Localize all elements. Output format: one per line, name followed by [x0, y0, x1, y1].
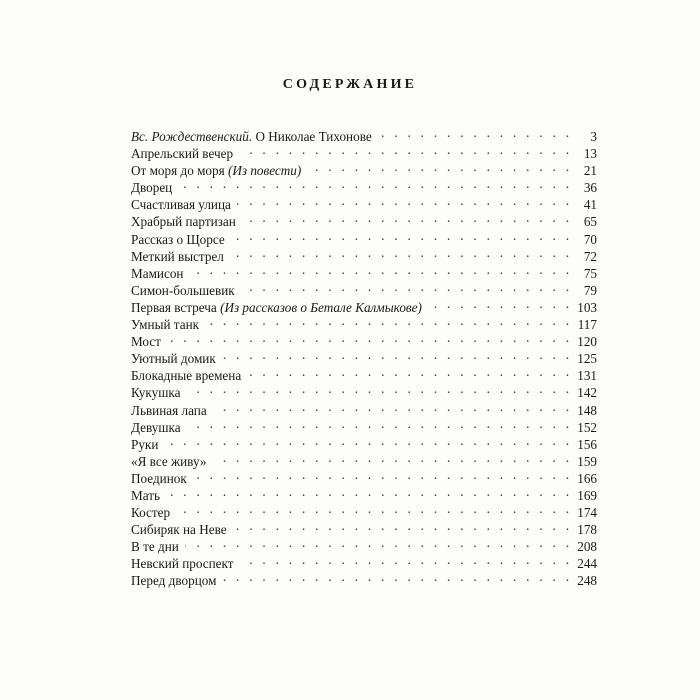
- toc-entry-title-text: Мост: [131, 334, 161, 350]
- toc-entry-title: [131, 538, 179, 555]
- toc-entry: [131, 192, 597, 213]
- dot-leader: [190, 261, 570, 278]
- toc-entry-title-text: Руки: [131, 436, 159, 452]
- toc-entry-title-text: Счастливая улица: [131, 197, 231, 213]
- dot-leader: [428, 295, 569, 312]
- toc-entry-page-number: 159: [577, 453, 597, 469]
- toc-entry-page-number: 117: [577, 317, 597, 333]
- toc-entry-page-number: 142: [577, 385, 597, 401]
- dot-leader: [378, 124, 569, 141]
- toc-entry-title: [131, 555, 234, 572]
- toc-entry-title: [131, 436, 158, 453]
- toc-entry-author: Вс. Рождественский.: [131, 129, 253, 144]
- dot-leader: [231, 227, 569, 244]
- table-of-contents: [131, 124, 597, 589]
- toc-entry-title-text: Рассказ о Щорсе: [131, 231, 225, 247]
- dot-leader: [242, 209, 569, 226]
- dot-leader: [222, 346, 569, 363]
- toc-entry-title: [131, 333, 161, 350]
- toc-entry-title-text: Дворец: [131, 180, 173, 196]
- dot-leader: [230, 244, 569, 261]
- toc-entry-title: [131, 265, 184, 282]
- toc-entry-page-number: 152: [577, 419, 597, 435]
- toc-entry-title: [131, 282, 235, 299]
- toc-entry: [131, 432, 597, 452]
- toc-entry-title: [131, 572, 216, 589]
- toc-entry-page-number: 21: [583, 163, 597, 179]
- toc-entry: [131, 415, 597, 435]
- toc-entry-title-text: Блокадные времена: [131, 368, 242, 384]
- toc-entry-title: [131, 231, 225, 248]
- toc-entry-title-text: Уютный домик: [131, 351, 216, 367]
- dot-leader: [239, 141, 569, 158]
- dot-leader: [205, 312, 569, 329]
- toc-entry: [131, 278, 597, 298]
- dot-leader: [212, 449, 569, 466]
- toc-entry-title-text: Сибиряк на Неве: [131, 522, 227, 538]
- toc-entry-title-text: Костер: [131, 505, 171, 521]
- toc-entry-title-text: В те дни: [131, 539, 179, 555]
- toc-entry-subtitle: (Из повести): [227, 163, 302, 179]
- dot-leader: [164, 432, 569, 449]
- toc-entry-title-text: Поединок: [131, 470, 187, 486]
- dot-leader: [233, 517, 569, 534]
- toc-entry-page-number: 174: [577, 505, 597, 521]
- toc-entry-page-number: 248: [577, 573, 597, 589]
- toc-entry: [131, 517, 597, 538]
- dot-leader: [222, 568, 569, 585]
- toc-entry: [131, 380, 597, 401]
- toc-entry-title-text: Меткий выстрел: [131, 248, 224, 264]
- toc-entry: [131, 534, 597, 555]
- toc-entry-title-text: Девушка: [131, 419, 181, 435]
- toc-entry-title: [131, 384, 180, 401]
- toc-entry-page-number: 13: [583, 146, 597, 162]
- dot-leader: [240, 551, 569, 568]
- toc-entry-page-number: 169: [577, 487, 597, 503]
- dot-leader: [186, 380, 569, 397]
- toc-entry-title-text: Мамисон: [131, 265, 184, 281]
- toc-entry-title-text: Симон-большевик: [131, 282, 235, 298]
- dot-leader: [176, 500, 569, 517]
- toc-entry-title-text: Апрельский вечер: [131, 146, 234, 162]
- toc-entry-page-number: 36: [583, 180, 597, 196]
- toc-entry-title: [131, 145, 233, 162]
- toc-entry: [131, 449, 597, 469]
- dot-leader: [166, 483, 569, 500]
- toc-entry: [131, 466, 597, 486]
- toc-entry-page-number: 103: [577, 299, 597, 315]
- toc-entry-page-number: 41: [583, 197, 597, 213]
- toc-entry-page-number: 244: [577, 556, 597, 572]
- toc-entry-title-text: Львиная лапа: [131, 402, 207, 418]
- toc-entry: [131, 261, 597, 281]
- toc-entry-page-number: 125: [577, 351, 597, 367]
- dot-leader: [187, 415, 569, 432]
- toc-entry-page-number: 70: [583, 231, 597, 247]
- toc-entry-page-number: 156: [577, 436, 597, 452]
- toc-entry: [131, 483, 597, 503]
- dot-leader: [185, 534, 569, 551]
- toc-entry-page-number: 75: [583, 265, 597, 281]
- toc-entry-page-number: 79: [583, 282, 597, 298]
- dot-leader: [167, 329, 569, 346]
- toc-entry: [131, 551, 597, 572]
- toc-entry-page-number: 120: [577, 334, 597, 350]
- toc-entry-page-number: 65: [583, 214, 597, 230]
- toc-entry: [131, 124, 597, 144]
- toc-entry-page-number: 148: [577, 402, 597, 418]
- toc-entry-title-text: Умный танк: [131, 317, 200, 333]
- toc-entry-title-text: Мать: [131, 487, 161, 503]
- toc-entry-page-number: 208: [577, 539, 597, 555]
- toc-entry-title-text: «Я все живу»: [131, 453, 207, 469]
- dot-leader: [241, 278, 569, 295]
- toc-entry-title-text: Первая встреча: [131, 299, 221, 315]
- dot-leader: [178, 175, 569, 192]
- dot-leader: [307, 158, 569, 175]
- toc-entry-title-text: Перед дворцом: [131, 573, 217, 589]
- dot-leader: [237, 192, 569, 209]
- toc-entry-title-text: От моря до моря: [131, 163, 228, 179]
- toc-entry-page-number: 3: [590, 129, 597, 144]
- toc-entry-title-text: Храбрый партизан: [131, 214, 236, 230]
- dot-leader: [213, 398, 569, 415]
- toc-entry-page-number: 72: [583, 248, 597, 264]
- toc-entry-page-number: 166: [577, 470, 597, 486]
- toc-entry-title: [131, 196, 231, 213]
- toc-entry: [131, 346, 597, 367]
- toc-entry-title: [131, 350, 216, 367]
- dot-leader: [247, 363, 569, 380]
- toc-entry-page-number: 178: [577, 522, 597, 538]
- toc-entry-title-text: Кукушка: [131, 385, 181, 401]
- toc-entry-title: [131, 504, 170, 521]
- toc-entry-title: [131, 213, 236, 230]
- dot-leader: [193, 466, 569, 483]
- toc-entry-page-number: 131: [577, 368, 597, 384]
- toc-entry: [131, 398, 597, 418]
- toc-entry: [131, 329, 597, 350]
- toc-entry-title-text: Невский проспект: [131, 556, 234, 572]
- toc-entry-title-text: О Николае Тихонове: [252, 129, 372, 144]
- page-title: СОДЕРЖАНИЕ: [282, 77, 418, 92]
- toc-entry: [131, 500, 597, 521]
- toc-entry: [131, 175, 597, 196]
- toc-entry-subtitle: (Из рассказов о Бетале Калмыкове): [220, 299, 422, 315]
- toc-entry-title: [131, 179, 172, 196]
- toc-entry-title: [131, 487, 160, 504]
